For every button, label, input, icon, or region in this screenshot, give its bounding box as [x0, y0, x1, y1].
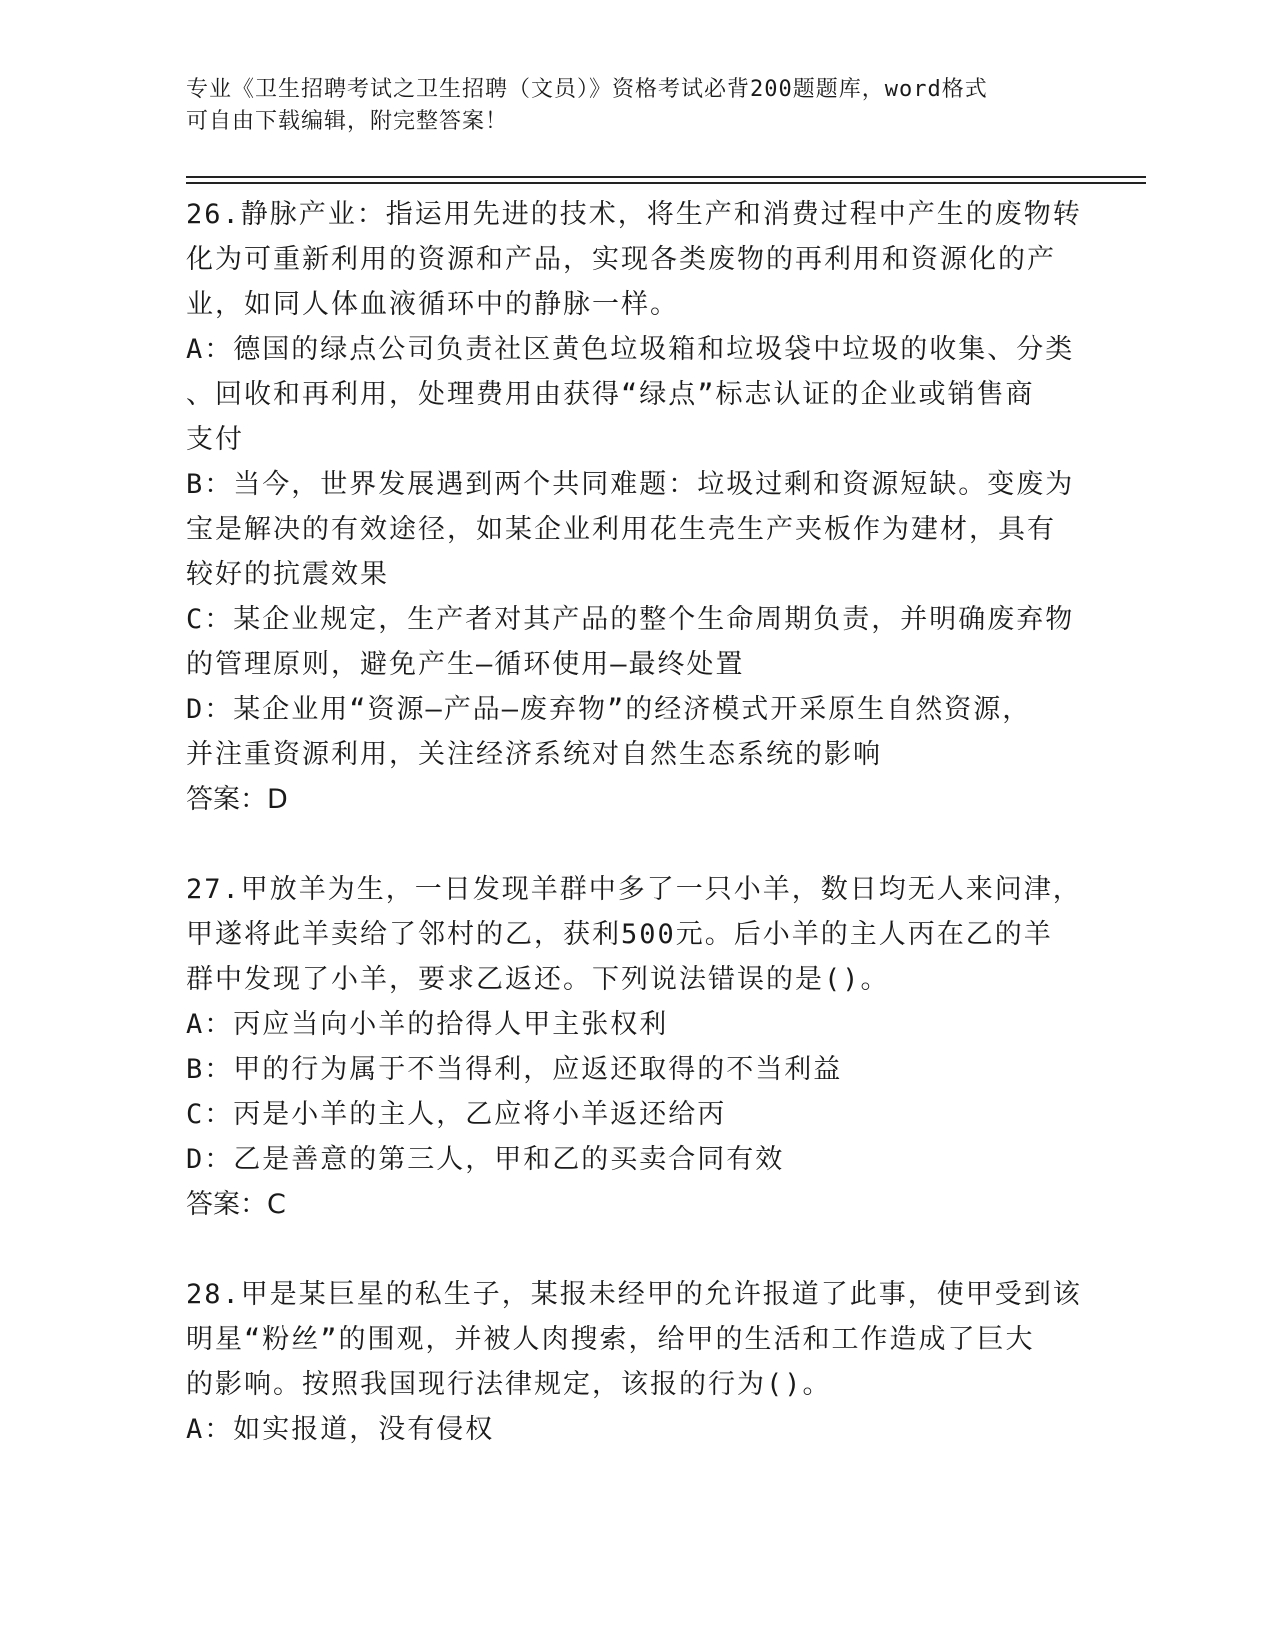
question-stem-line: 的影响。按照我国现行法律规定，该报的行为()。	[186, 1369, 832, 1400]
option-a: A：如实报道，没有侵权	[186, 1414, 495, 1445]
header-divider-top	[186, 176, 1146, 178]
option-d: D：乙是善意的第三人，甲和乙的买卖合同有效	[186, 1144, 785, 1175]
question-stem-line: 化为可重新利用的资源和产品，实现各类废物的再利用和资源化的产	[186, 244, 1056, 275]
document-header	[186, 74, 1086, 138]
question-26	[186, 192, 1086, 822]
option-line: 的管理原则，避免产生—循环使用—最终处置	[186, 649, 745, 680]
option-a: A：丙应当向小羊的拾得人甲主张权利	[186, 1009, 669, 1040]
option-line: 宝是解决的有效途径，如某企业利用花生壳生产夹板作为建材，具有	[186, 514, 1056, 545]
option-line: B：当今，世界发展遇到两个共同难题：垃圾过剩和资源短缺。变废为	[186, 469, 1075, 500]
question-stem-line: 明星“粉丝”的围观，并被人肉搜索，给甲的生活和工作造成了巨大	[186, 1324, 1035, 1355]
option-line: 支付	[186, 424, 244, 455]
question-spacer	[186, 822, 1086, 867]
question-spacer	[186, 1227, 1086, 1272]
option-a	[186, 327, 1086, 462]
question-stem-line: 26.静脉产业：指运用先进的技术，将生产和消费过程中产生的废物转	[186, 199, 1082, 230]
option-d	[186, 687, 1086, 777]
option-c	[186, 597, 1086, 687]
header-line-1: 专业《卫生招聘考试之卫生招聘（文员）》资格考试必背200题题库，word格式	[186, 77, 988, 102]
answer-label: 答案：C	[186, 1189, 286, 1220]
option-line: 较好的抗震效果	[186, 559, 389, 590]
option-line: D：某企业用“资源—产品—废弃物”的经济模式开采原生自然资源，	[186, 694, 1032, 725]
question-list	[186, 192, 1086, 1452]
header-divider-bottom	[186, 182, 1146, 184]
question-stem-line: 27.甲放羊为生，一日发现羊群中多了一只小羊，数日均无人来问津，	[186, 874, 1082, 905]
question-stem-line: 甲遂将此羊卖给了邻村的乙，获利500元。后小羊的主人丙在乙的羊	[186, 919, 1053, 950]
header-line-2: 可自由下载编辑，附完整答案！	[186, 109, 509, 134]
option-line: 并注重资源利用，关注经济系统对自然生态系统的影响	[186, 739, 882, 770]
question-stem-line: 群中发现了小羊，要求乙返还。下列说法错误的是()。	[186, 964, 890, 995]
question-27	[186, 867, 1086, 1227]
option-line: A：德国的绿点公司负责社区黄色垃圾箱和垃圾袋中垃圾的收集、分类	[186, 334, 1075, 365]
option-line: C：某企业规定，生产者对其产品的整个生命周期负责，并明确废弃物	[186, 604, 1075, 635]
answer-label: 答案：D	[186, 784, 288, 815]
option-b: B：甲的行为属于不当得利，应返还取得的不当利益	[186, 1054, 843, 1085]
question-stem-line: 业，如同人体血液循环中的静脉一样。	[186, 289, 679, 320]
question-stem-line: 28.甲是某巨星的私生子，某报未经甲的允许报道了此事，使甲受到该	[186, 1279, 1082, 1310]
question-28	[186, 1272, 1086, 1452]
option-c: C：丙是小羊的主人，乙应将小羊返还给丙	[186, 1099, 727, 1130]
option-line: 、回收和再利用，处理费用由获得“绿点”标志认证的企业或销售商	[186, 379, 1035, 410]
option-b	[186, 462, 1086, 597]
